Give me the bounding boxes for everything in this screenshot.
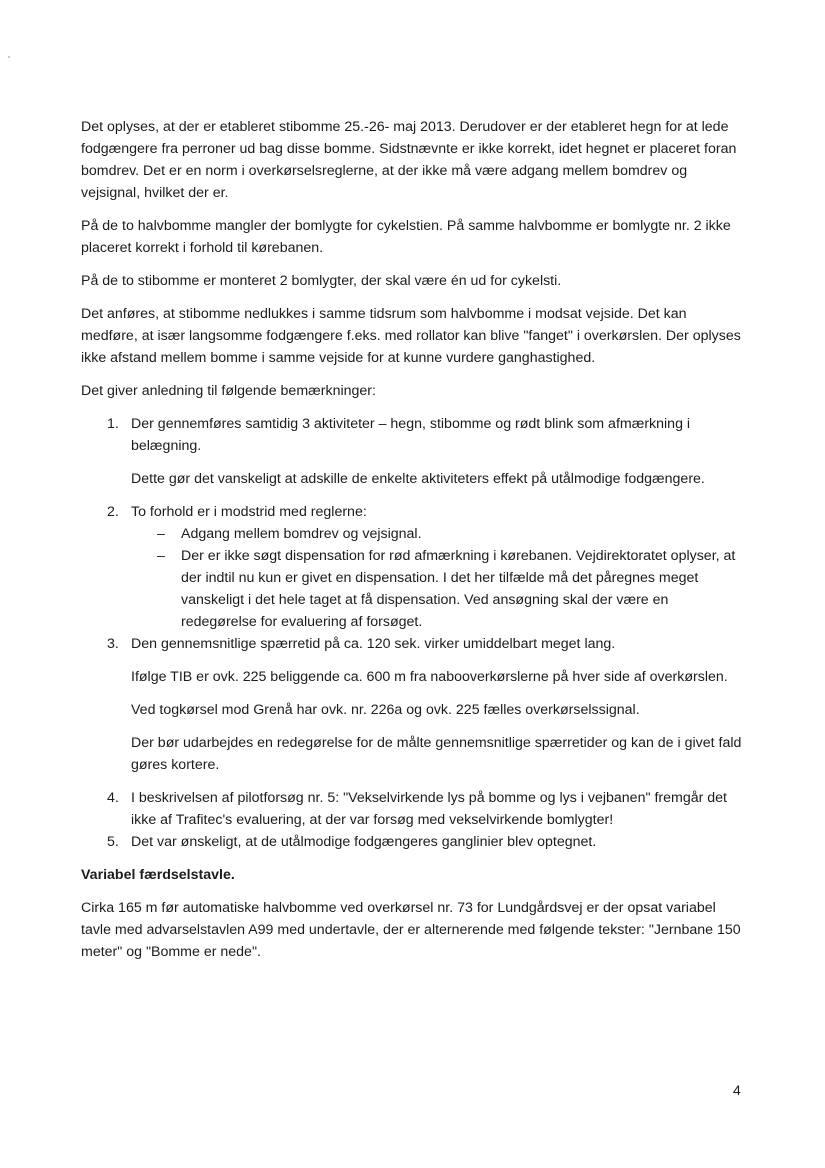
list-item-4 xyxy=(81,787,746,831)
section-paragraph: Cirka 165 m før automatiske halvbomme ved overkørsel nr. 73 for Lundgårdsvej er der opsat variabel tavle med advarselstavlen A99 med undertavle, der er alternerende med følgende tekster: "Jernbane 150 meter" og "Bomme er nede". xyxy=(81,900,741,960)
dash-item xyxy=(131,523,746,545)
list-number: 3. xyxy=(107,636,119,652)
scan-speck xyxy=(8,56,10,58)
list-item-1 xyxy=(81,413,746,490)
list-item-text: I beskrivelsen af pilotforsøg nr. 5: "Vekselvirkende lys på bomme og lys i vejbanen" fremgår det ikke af Trafitec's evaluering, at der var forsøg med vekselvirkende bomlygter! xyxy=(131,790,727,828)
list-item-3 xyxy=(81,633,746,776)
list-item-5 xyxy=(81,831,746,853)
page-number: 4 xyxy=(733,1082,741,1098)
paragraph-3: På de to stibomme er monteret 2 bomlygter, der skal være én ud for cykelsti. xyxy=(81,273,562,289)
list-item-subtext: Dette gør det vanskeligt at adskille de enkelte aktiviteters effekt på utålmodige fodgængere. xyxy=(131,471,705,487)
list-item-text: Det var ønskeligt, at de utålmodige fodgængeres ganglinier blev optegnet. xyxy=(131,834,597,850)
dash-text: Adgang mellem bomdrev og vejsignal. xyxy=(181,526,422,542)
paragraph-1: Det oplyses, at der er etableret stibomme 25.-26- maj 2013. Derudover er der etableret hegn for at lede fodgængere fra perroner ud bag disse bomme. Sidstnævnte er ikke korrekt, idet hegnet er placeret foran bomdrev. Det er en norm i overkørselsreglerne, at der ikke må være adgang mellem bomdrev og vejsignal, hvilket der er. xyxy=(81,119,737,201)
section-heading: Variabel færdselstavle. xyxy=(81,867,235,883)
list-item-subtext: Ifølge TIB er ovk. 225 beliggende ca. 600 m fra nabooverkørslerne på hver side af overkørslen. xyxy=(131,669,728,685)
dash-text: Der er ikke søgt dispensation for rød afmærkning i kørebanen. Vejdirektoratet oplyser, at der indtil nu kun er givet en dispensation. I det her tilfælde må det påregnes meget vanskeligt i det hele taget at få dispensation. Ved ansøgning skal der være en redegørelse for evaluering af forsøget. xyxy=(181,548,736,630)
list-number: 4. xyxy=(107,790,119,806)
list-item-subtext: Der bør udarbejdes en redegørelse for de målte gennemsnitlige spærretider og kan de i givet fald gøres kortere. xyxy=(131,735,742,773)
document-body xyxy=(81,116,746,974)
paragraph-2: På de to halvbomme mangler der bomlygte for cykelstien. På samme halvbomme er bomlygte nr. 2 ikke placeret korrekt i forhold til kørebanen. xyxy=(81,218,731,256)
dash-mark: – xyxy=(157,526,165,542)
remarks-list xyxy=(81,413,746,853)
list-item-text: Den gennemsnitlige spærretid på ca. 120 sek. virker umiddelbart meget lang. xyxy=(131,636,616,652)
paragraph-5: Det giver anledning til følgende bemærkninger: xyxy=(81,383,376,399)
dash-item xyxy=(131,545,746,633)
list-item-text: To forhold er i modstrid med reglerne: xyxy=(131,504,367,520)
list-number: 2. xyxy=(107,504,119,520)
list-item-2 xyxy=(81,501,746,633)
list-number: 1. xyxy=(107,416,119,432)
list-item-subtext: Ved togkørsel mod Grenå har ovk. nr. 226a og ovk. 225 fælles overkørselssignal. xyxy=(131,702,640,718)
list-number: 5. xyxy=(107,834,119,850)
dash-mark: – xyxy=(157,548,165,564)
paragraph-4: Det anføres, at stibomme nedlukkes i samme tidsrum som halvbomme i modsat vejside. Det kan medføre, at især langsomme fodgængere f.eks. med rollator kan blive "fanget" i overkørslen. Der oplyses ikke afstand mellem bomme i samme vejside for at kunne vurdere ganghastighed. xyxy=(81,306,741,366)
list-item-text: Der gennemføres samtidig 3 aktiviteter – hegn, stibomme og rødt blink som afmærkning i belægning. xyxy=(131,416,691,454)
